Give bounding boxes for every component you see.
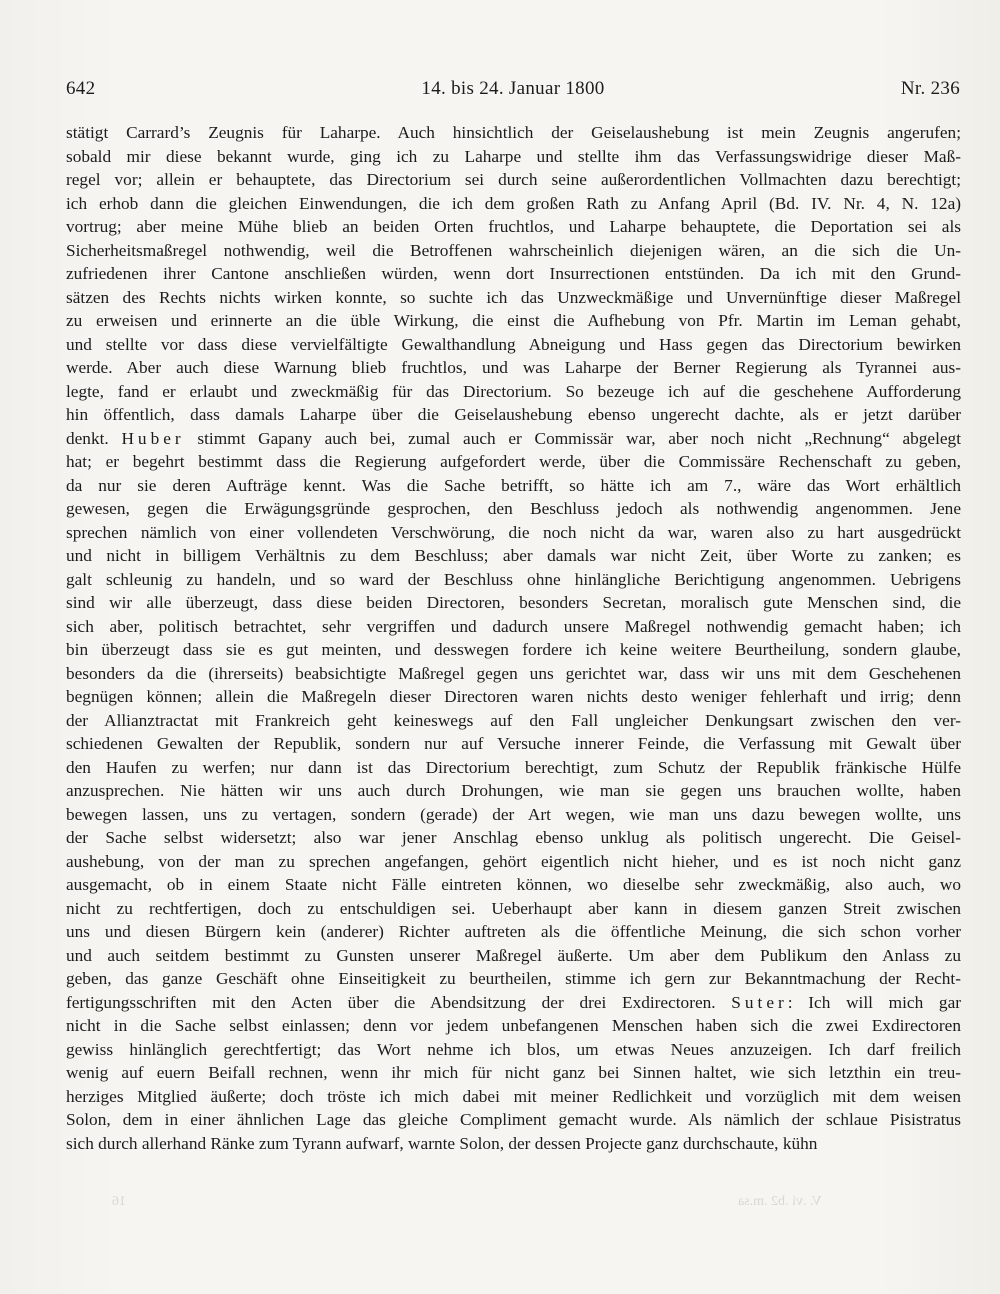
text-line: anzusprechen. Nie hätten wir uns auch durch Drohungen, wie man sie gegen uns brauchen wollte, haben [66,781,961,800]
text-line: regel vor; allein er behauptete, das Directorium sei durch seine außerordentlichen Vollmachten dazu berechtigt; [66,170,961,189]
text-line: der Sache selbst widersetzt; also war jener Anschlag ebenso unklug als politisch ungerecht. Die Geisel- [66,828,961,847]
text-line: geben, das ganze Geschäft ohne Einseitigkeit zu beurtheilen, stimme ich gern zur Bekanntmachung der Recht- [66,969,961,988]
text-line: gewesen, gegen die Erwägungsgründe gesprochen, den Beschluss jedoch als nothwendig angenommen. Jene [66,499,961,518]
text-line: denkt. Huber stimmt Gapany auch bei, zumal auch er Commissär war, aber noch nicht „Rechnung“ abgelegt [66,428,961,448]
text-line: sobald mir diese bekannt wurde, ging ich zu Laharpe und stellte ihm das Verfassungswidrige dieser Maß- [66,146,961,166]
text-line: sätzen des Rechts nichts wirken konnte, so suchte ich das Unzweckmäßige und Unvernünftige dieser Maßregel [66,287,961,307]
text-line: und auch seitdem bestimmt zu Gunsten unserer Maßregel äußerte. Um aber dem Publikum den Anlass zu [66,945,961,965]
text-line: und nicht in billigem Verhältnis zu dem Beschluss; aber damals war nicht Zeit, über Worte zu zanken; es [66,546,961,565]
text-line: legte, fand er erlaubt und zweckmäßig für das Directorium. So bezeuge ich auf die geschehene Aufforderung [66,381,961,401]
date-range: 14. bis 24. Januar 1800 [421,78,605,99]
text-line: werde. Aber auch diese Warnung blieb fruchtlos, und was Laharpe der Berner Regierung als Tyrannei aus- [66,358,961,377]
text-line: herziges Mitglied äußerte; doch tröste ich mich dabei mit meiner Redlichkeit und vorzüglich mit dem weisen [66,1086,961,1106]
text-line: zu erweisen und erinnerte an die üble Wirkung, die einst die Aufhebung von Pfr. Martin im Leman gehabt, [66,311,961,330]
text-line: bin überzeugt dass sie es gut meinten, und desswegen fordere ich keine weitere Beurtheilung, sondern glaube, [66,640,961,659]
text-line: ich erhob dann die gleichen Einwendungen, die ich dem großen Rath zu Anfang April (Bd. IV. Nr. 4, N. 12a) [66,193,961,213]
text-line: vortrug; aber meine Mühe blieb an beiden Orten fruchtlos, und Laharpe behauptete, die Deportation sei als [66,217,961,236]
page-number: 642 [66,78,96,99]
text-line: uns und diesen Bürgern kein (anderer) Richter auftreten als die öffentliche Meinung, die sich schon vorher [66,922,961,941]
text-line: fertigungsschriften mit den Acten über die Abendsitzung der drei Exdirectoren. Suter: Ich will mich gar [66,992,961,1012]
text-line: gewiss hinlänglich gerechtfertigt; das Wort nehme ich blos, um etwas Neues anzuzeigen. Ich darf freilich [66,1039,961,1059]
text-line: galt schleunig zu handeln, und so ward der Beschluss ohne hinlängliche Berichtigung angenommen. Uebrigens [66,569,961,589]
text-line: nicht in die Sache selbst einlassen; denn vor jedem unbefangenen Menschen haben sich die zwei Exdirectoren [66,1016,961,1035]
body-text [66,121,961,1155]
show-through-mark-left: 16 [112,1194,126,1209]
text-line: hat; er begehrt bestimmt dass die Regierung aufgefordert werde, über die Commissäre Rechenschaft zu geben, [66,452,961,471]
text-line: hin öffentlich, dass damals Laharpe über die Geiselaushebung ebenso ungerecht dachte, als er jetzt darüber [66,405,961,424]
text-line: den Haufen zu werfen; nur dann ist das Directorium berechtigt, zum Schutz der Republik fränkische Hülfe [66,757,961,777]
text-line: schiedenen Gewalten der Republik, sondern nur auf Versuche innerer Feinde, die Verfassung mit Gewalt über [66,734,961,753]
speaker-name: Huber [121,428,185,448]
text-line: der Allianztractat mit Frankreich geht keineswegs auf den Fall ungleicher Denkungsart zwischen den ver- [66,710,961,730]
text-line: nicht zu rechtfertigen, doch zu entschuldigen sei. Ueberhaupt aber kann in diesem ganzen Streit zwischen [66,898,961,918]
text-line: wenig auf euern Beifall rechnen, wenn ihr mich für nicht ganz bei Sinnen haltet, wie sich letzthin ein treu- [66,1063,961,1082]
text-line: und stellte vor dass diese vervielfältigte Gewalthandlung Abneigung und Hass gegen das Directorium bewirken [66,334,961,354]
text-line: sprechen nämlich von einer vollendeten Verschwörung, die noch nicht da war, waren also zu hart ausgedrückt [66,522,961,542]
text-line: sich aber, politisch betrachtet, sehr vergriffen und dadurch unsere Maßregel nothwendig gemacht haben; ich [66,616,961,636]
text-line: ausgemacht, ob in einem Staate nicht Fälle eintreten können, wo dieselbe sehr zweckmäßig, also auch, wo [66,875,961,894]
text-line: aushebung, von der man zu sprechen angefangen, gehört eigentlich nicht hieher, und es ist noch nicht ganz [66,851,961,871]
text-line: Sicherheitsmaßregel nothwendig, weil die Betroffenen wahrscheinlich diejenigen wären, an die sich die Un- [66,240,961,260]
text-line: Solon, dem in einer ähnlichen Lage das gleiche Compliment gemacht wurde. Als nämlich der schlaue Pisistratus [66,1110,961,1129]
page-header [66,78,960,104]
text-line: bewegen lassen, uns zu vertagen, sondern (gerade) der Art wegen, wie man uns dazu bewegen wollte, uns [66,804,961,824]
text-line: besonders da die (ihrerseits) beabsichtigte Maßregel gegen uns gerichtet war, dass wir uns mit dem Geschehenen [66,663,961,683]
text-line: da nur sie deren Aufträge kennt. Was die Sache betrifft, so hätte ich am 7., wäre das Wort erhältlich [66,475,961,495]
document-number: Nr. 236 [900,78,960,99]
text-line: stätigt Carrard’s Zeugnis für Laharpe. Auch hinsichtlich der Geiselaushebung ist mein Zeugnis angerufen; [66,123,961,142]
text-line: begnügen können; allein die Maßregeln dieser Directoren waren nichts desto weniger fehlerhaft und irrig; denn [66,687,961,706]
show-through-mark-right: V. .vi .b2 .m.sa [738,1194,822,1209]
speaker-name: Suter [731,992,788,1012]
text-line: sich durch allerhand Ränke zum Tyrann aufwarf, warnte Solon, der dessen Projecte ganz durchschaute, kühn [66,1133,818,1153]
text-line: zufriedenen ihrer Cantone anschließen würden, wenn dort Insurrectionen entstünden. Da ich mit den Grund- [66,264,961,283]
text-line: sind wir alle überzeugt, dass diese beiden Directoren, besonders Secretan, moralisch gute Menschen sind, die [66,593,961,612]
